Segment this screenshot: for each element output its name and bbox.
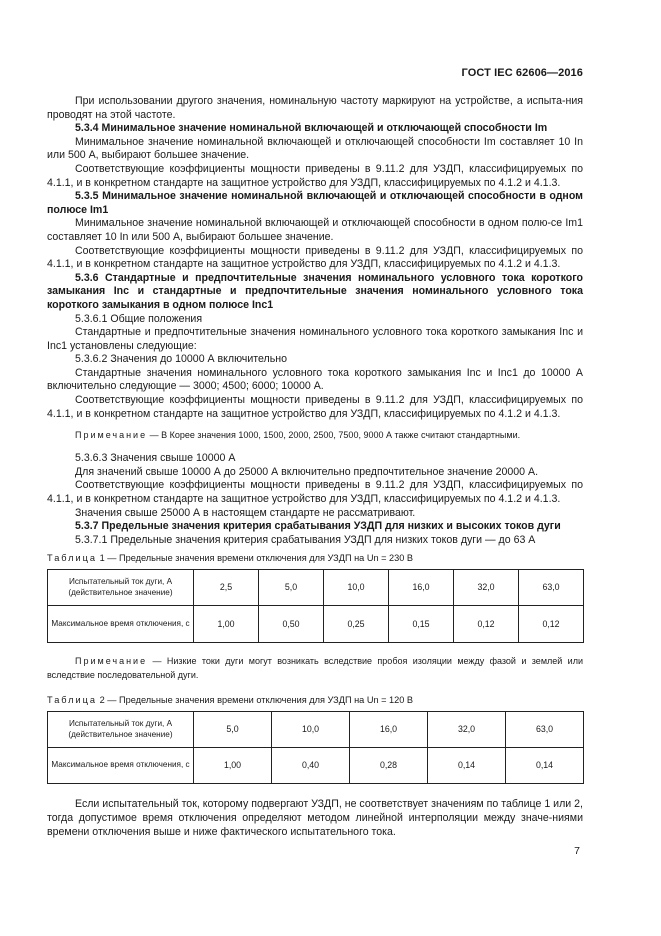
paragraph-5-3-5-a: Минимальное значение номинальной включающей и отключающей способности в одном полю-се Im1 составляет 10 In или 500 А, выбирают большее значение. — [47, 217, 583, 243]
note-text: — В Корее значения 1000, 1500, 2000, 2500, 7500, 9000 А также считают стандартными. — [147, 430, 521, 441]
paragraph-5-3-6-2-b: Соответствующие коэффициенты мощности приведены в 9.11.2 для УЗДП, классифицируемых по 4.1.1, и в конкретном стандарте на защитное устройство для УЗДП, классифицируемых по 4.1.2 и 4.1.3. — [47, 394, 583, 420]
table-2-caption — [47, 694, 413, 706]
table-row — [48, 712, 584, 748]
table-cell: 5,0 — [259, 570, 324, 606]
table-row — [48, 606, 584, 643]
table-2-label: Таблица — [47, 695, 98, 705]
table-cell: 1,00 — [194, 748, 272, 784]
table-cell: 0,15 — [389, 606, 454, 643]
table-cell: 0,25 — [324, 606, 389, 643]
paragraph-5-3-6-2-a: Стандартные значения номинального условного тока короткого замыкания Inc и Inc1 до 10000 А включительно следующие — 3000; 4500; 6000; 10000 А. — [47, 366, 583, 393]
heading-5-3-6-3: 5.3.6.3 Значения свыше 10000 А — [75, 452, 236, 465]
standard-header: ГОСТ IEC 62606—2016 — [461, 67, 583, 79]
table-row — [48, 748, 584, 784]
table-cell: 63,0 — [506, 712, 584, 748]
table-cell: 10,0 — [324, 570, 389, 606]
paragraph-5-3-6-3-a: Для значений свыше 10000 А до 25000 А включительно предпочтительное значение 20000 А. — [75, 465, 539, 478]
table-cell: 0,12 — [454, 606, 519, 643]
table-2-row-2-header: Максимальное время отключения, с — [48, 748, 194, 784]
table-cell: 5,0 — [194, 712, 272, 748]
table-cell: 0,28 — [350, 748, 428, 784]
heading-5-3-4: 5.3.4 Минимальное значение номинальной включающей и отключающей способности Im — [75, 122, 548, 135]
table-2-caption-text: 2 — Предельные значения времени отключения для УЗДП на Un = 120 В — [97, 695, 414, 705]
paragraph-interpolation: Если испытательный ток, которому подвергают УЗДП, не соответствует значениям по таблице 1 или 2, тогда допустимое время отключения определяют методом линейной интерполяции между значе-ниями времени отключения выше и ниже фактического испытательного тока. — [47, 798, 583, 839]
table-cell: 10,0 — [272, 712, 350, 748]
heading-5-3-7: 5.3.7 Предельные значения критерия срабатывания УЗДП для низких и высоких токов дуги — [75, 520, 561, 533]
table-2-row-1-header: Испытательный ток дуги, А (действительное значение) — [48, 712, 194, 748]
heading-5-3-5: 5.3.5 Минимальное значение номинальной включающей и отключающей способности в одном полюсе Im1 — [47, 190, 583, 216]
table-row — [48, 570, 584, 606]
table-cell: 0,14 — [428, 748, 506, 784]
table-1-caption — [47, 552, 413, 564]
heading-5-3-6-2: 5.3.6.2 Значения до 10000 А включительно — [75, 353, 287, 366]
page-number: 7 — [574, 845, 580, 857]
table-1-caption-text: 1 — Предельные значения времени отключения для УЗДП на Un = 230 В — [97, 553, 414, 563]
table-cell: 0,12 — [519, 606, 584, 643]
note-low-arc-currents — [47, 655, 583, 682]
table-1-label: Таблица — [47, 553, 98, 563]
table-cell: 0,14 — [506, 748, 584, 784]
paragraph-5-3-6-3-b: Соответствующие коэффициенты мощности приведены в 9.11.2 для УЗДП, классифицируемых по 4.1.1, и в конкретном стандарте на защитное устройство для УЗДП, классифицируемых по 4.1.2 и 4.1.3. — [47, 479, 583, 506]
table-2 — [47, 711, 584, 784]
table-cell: 16,0 — [350, 712, 428, 748]
heading-5-3-7-1: 5.3.7.1 Предельные значения критерия срабатывания УЗДП для низких токов дуги — до 63 А — [75, 533, 536, 546]
table-1-row-1-header: Испытательный ток дуги, А (действительное значение) — [48, 570, 194, 606]
table-cell: 0,40 — [272, 748, 350, 784]
table-cell: 2,5 — [194, 570, 259, 606]
note-text: — Низкие токи дуги могут возникать вследствие пробоя изоляции между фазой и землей или вследствие последовательной дуги. — [47, 656, 583, 680]
table-1-row-2-header: Максимальное время отключения, с — [48, 606, 194, 643]
paragraph-5-3-4-b: Соответствующие коэффициенты мощности приведены в 9.11.2 для УЗДП, классифицируемых по 4.1.1, и в конкретном стандарте на защитное устройство для УЗДП, классифицируемых по 4.1.2 и 4.1.3. — [47, 162, 583, 189]
table-cell: 1,00 — [194, 606, 259, 643]
table-cell: 16,0 — [389, 570, 454, 606]
heading-5-3-6: 5.3.6 Стандартные и предпочтительные значения номинального условного тока короткого замыкания Inc и стандартные и предпочтительные значения номинального условного тока короткого замыкания в одном полюсе Inc1 — [47, 271, 583, 311]
table-cell: 32,0 — [454, 570, 519, 606]
note-korea — [47, 429, 583, 442]
note-label: Примечание — [75, 430, 148, 441]
paragraph-5-3-6-1: Стандартные и предпочтительные значения номинального условного тока короткого замыкания Inc и Inc1 установлены следующие: — [47, 326, 583, 352]
paragraph-5-3-6-3-c: Значения свыше 25000 А в настоящем стандарте не рассматривают. — [75, 506, 416, 519]
table-cell: 0,50 — [259, 606, 324, 643]
table-1 — [47, 569, 584, 643]
table-cell: 63,0 — [519, 570, 584, 606]
document-body — [47, 95, 583, 547]
heading-5-3-6-1: 5.3.6.1 Общие положения — [75, 312, 203, 325]
paragraph-intro: При использовании другого значения, номинальную частоту маркируют на устройстве, а испыта-ния проводят на этой частоте. — [47, 95, 583, 121]
note-label: Примечание — [75, 656, 148, 666]
paragraph-5-3-4-a: Минимальное значение номинальной включающей и отключающей способности Im составляет 10 In или 500 А, выбирают большее значение. — [47, 135, 583, 162]
paragraph-5-3-5-b: Соответствующие коэффициенты мощности приведены в 9.11.2 для УЗДП, классифицируемых по 4.1.1, и в конкретном стандарте на защитное устройство для УЗДП, классифицируемых по 4.1.2 и 4.1.3. — [47, 244, 583, 271]
table-cell: 32,0 — [428, 712, 506, 748]
